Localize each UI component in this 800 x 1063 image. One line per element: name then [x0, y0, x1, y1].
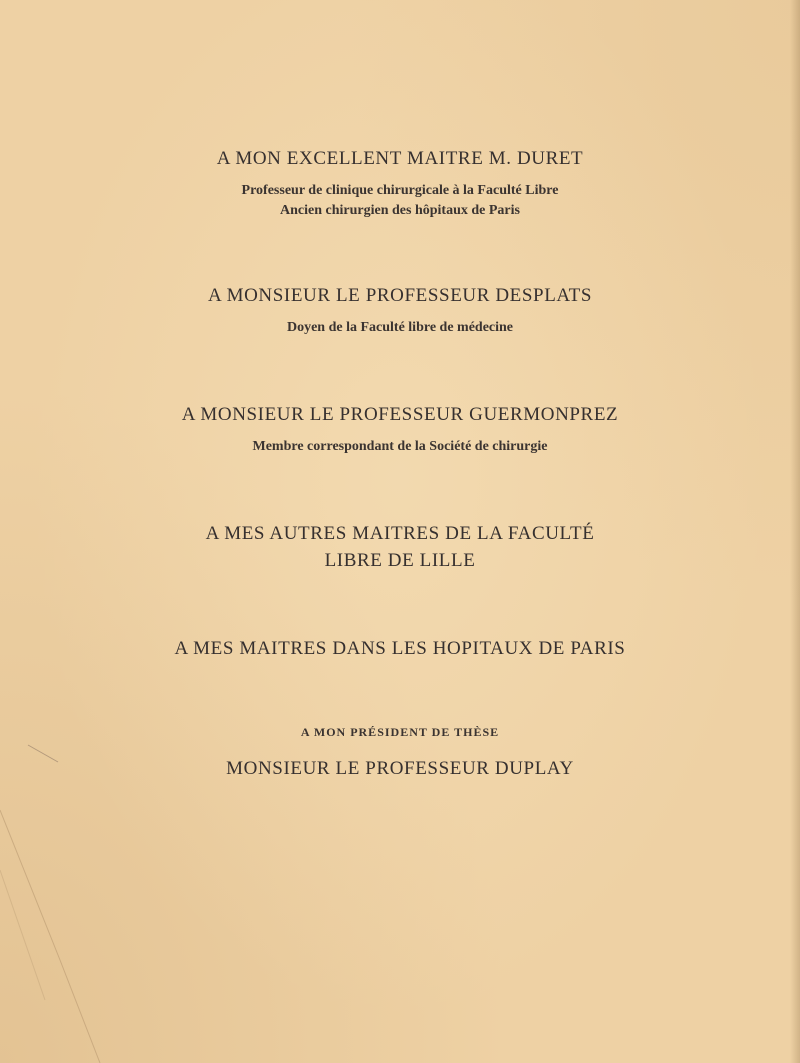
duret-dedication-title: A MON EXCELLENT MAITRE M. DURET [216, 148, 584, 169]
guermonprez-dedication-title: A MONSIEUR LE PROFESSEUR GUERMONPREZ [181, 404, 619, 425]
president-dedication-title: MONSIEUR LE PROFESSEUR DUPLAY [226, 758, 574, 779]
lille-dedication-line-1: A MES AUTRES MAITRES DE LA FACULTÉ [205, 523, 595, 544]
desplats-role-line: Doyen de la Faculté libre de médecine [286, 320, 514, 335]
duret-role-line-2: Ancien chirurgien des hôpitaux de Paris [280, 203, 520, 218]
duret-role-line-1: Professeur de clinique chirurgicale à la Faculté Libre [241, 183, 559, 198]
guermonprez-role-line: Membre correspondant de la Société de chirurgie [252, 439, 548, 454]
lille-dedication-line-2: LIBRE DE LILLE [324, 550, 476, 571]
paris-dedication-title: A MES MAITRES DANS LES HOPITAUX DE PARIS [174, 638, 626, 659]
desplats-dedication-title: A MONSIEUR LE PROFESSEUR DESPLATS [207, 285, 593, 306]
president-label: A MON PRÉSIDENT DE THÈSE [300, 725, 500, 739]
